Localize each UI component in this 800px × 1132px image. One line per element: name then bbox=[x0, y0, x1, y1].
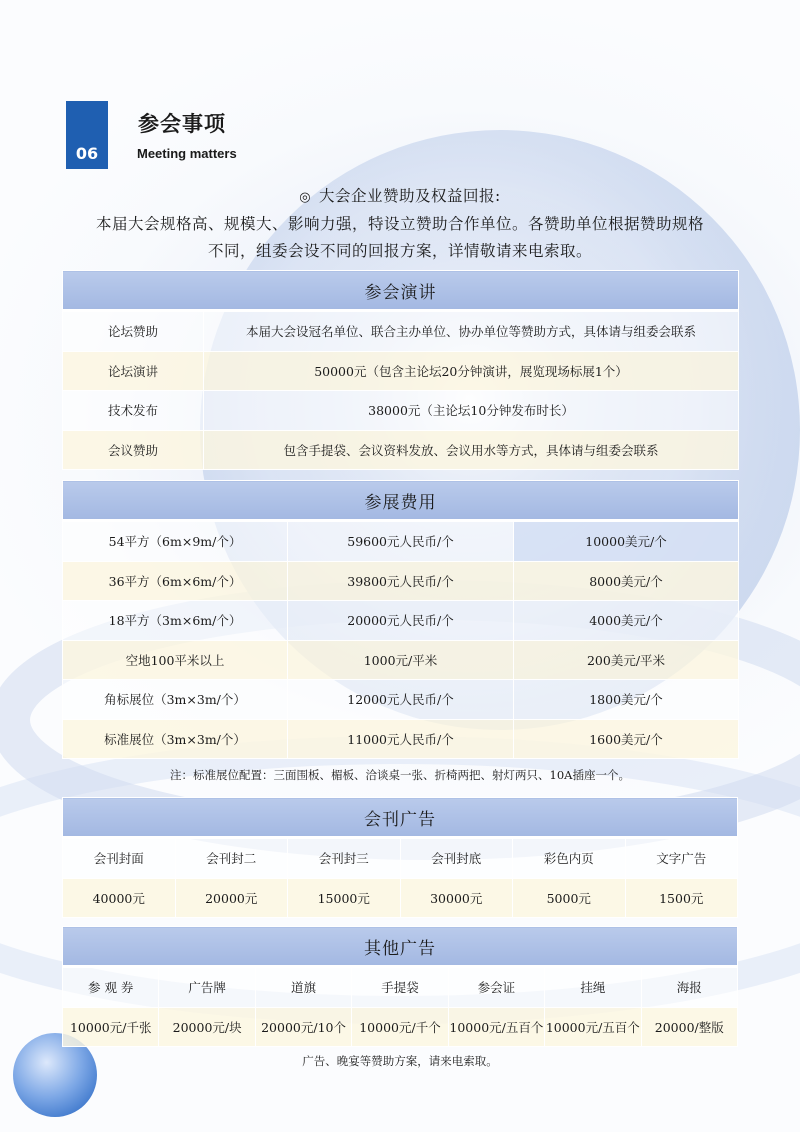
bullet-icon: ◎ bbox=[299, 190, 312, 205]
table-cell: 论坛演讲 bbox=[63, 351, 204, 391]
table-cell: 1800美元/个 bbox=[514, 680, 739, 720]
table-cell: 20000元人民币/个 bbox=[288, 601, 514, 641]
table-cell: 标准展位（3m×3m/个） bbox=[63, 719, 288, 759]
table-cell: 39800元人民币/个 bbox=[288, 561, 514, 601]
table-cell: 20000元/10个 bbox=[255, 1007, 351, 1047]
table-cell: 论坛赞助 bbox=[63, 311, 204, 352]
table-cell: 38000元（主论坛10分钟发布时长） bbox=[204, 391, 739, 431]
table-cell: 18平方（3m×6m/个） bbox=[63, 601, 288, 641]
other-ad-table bbox=[62, 926, 738, 1047]
intro-line: 不同，组委会设不同的回报方案，详情敬请来电索取。 bbox=[207, 242, 592, 260]
table-cell: 本届大会设冠名单位、联合主办单位、协办单位等赞助方式，具体请与组委会联系 bbox=[204, 311, 739, 352]
table-cell: 会刊封三 bbox=[288, 838, 401, 879]
table-row bbox=[63, 1007, 738, 1047]
section-number: 06 bbox=[75, 144, 99, 163]
table-row bbox=[63, 521, 739, 562]
table-header: 其他广告 bbox=[63, 927, 738, 967]
table-cell: 文字广告 bbox=[625, 838, 738, 879]
table-cell: 5000元 bbox=[513, 878, 626, 918]
section-number-badge bbox=[66, 101, 108, 169]
table-cell: 1500元 bbox=[625, 878, 738, 918]
table-header: 会刊广告 bbox=[63, 798, 738, 838]
table-row bbox=[63, 640, 739, 680]
table-row bbox=[63, 601, 739, 641]
speech-table bbox=[62, 270, 739, 470]
table-cell: 参会证 bbox=[448, 967, 544, 1008]
table-cell: 20000/整版 bbox=[641, 1007, 737, 1047]
table-cell: 挂绳 bbox=[545, 967, 641, 1008]
intro-line: 本届大会规格高、规模大、影响力强，特设立赞助合作单位。各赞助单位根据赞助规格 bbox=[95, 215, 704, 233]
table-cell: 道旗 bbox=[255, 967, 351, 1008]
table-cell: 空地100平米以上 bbox=[63, 640, 288, 680]
table-cell: 11000元人民币/个 bbox=[288, 719, 514, 759]
table-header: 参展费用 bbox=[63, 481, 739, 521]
table-cell: 参 观 券 bbox=[63, 967, 159, 1008]
sponsorship-note: 广告、晚宴等赞助方案，请来电索取。 bbox=[302, 1054, 498, 1068]
section-title: 参会事项 bbox=[138, 111, 226, 136]
table-row bbox=[63, 680, 739, 720]
booth-config-note: 注：标准展位配置：三面围板、楣板、洽谈桌一张、折椅两把、射灯两只、10A插座一个。 bbox=[170, 768, 630, 782]
table-cell: 200美元/平米 bbox=[514, 640, 739, 680]
table-row bbox=[63, 878, 738, 918]
exhibit-fee-table bbox=[62, 480, 739, 759]
table-cell: 10000元/五百个 bbox=[448, 1007, 544, 1047]
table-cell: 50000元（包含主论坛20分钟演讲，展览现场标展1个） bbox=[204, 351, 739, 391]
table-row bbox=[63, 311, 739, 352]
table-row bbox=[63, 391, 739, 431]
table-cell: 20000元 bbox=[175, 878, 288, 918]
table-cell: 4000美元/个 bbox=[514, 601, 739, 641]
table-cell: 8000美元/个 bbox=[514, 561, 739, 601]
table-row bbox=[63, 838, 738, 879]
table-cell: 1600美元/个 bbox=[514, 719, 739, 759]
table-cell: 会刊封二 bbox=[175, 838, 288, 879]
table-cell: 30000元 bbox=[400, 878, 513, 918]
table-cell: 59600元人民币/个 bbox=[288, 521, 514, 562]
table-cell: 会议赞助 bbox=[63, 430, 204, 470]
table-cell: 会刊封底 bbox=[400, 838, 513, 879]
table-row bbox=[63, 561, 739, 601]
table-cell: 20000元/块 bbox=[159, 1007, 255, 1047]
table-cell: 12000元人民币/个 bbox=[288, 680, 514, 720]
table-cell: 会刊封面 bbox=[63, 838, 176, 879]
table-cell: 海报 bbox=[641, 967, 737, 1008]
table-row bbox=[63, 719, 739, 759]
table-cell: 10000元/千个 bbox=[352, 1007, 448, 1047]
section-subtitle: Meeting matters bbox=[137, 146, 237, 161]
table-cell: 36平方（6m×6m/个） bbox=[63, 561, 288, 601]
table-cell: 1000元/平米 bbox=[288, 640, 514, 680]
table-header: 参会演讲 bbox=[63, 271, 739, 311]
table-cell: 包含手提袋、会议资料发放、会议用水等方式，具体请与组委会联系 bbox=[204, 430, 739, 470]
table-cell: 40000元 bbox=[63, 878, 176, 918]
table-cell: 10000元/五百个 bbox=[545, 1007, 641, 1047]
table-cell: 15000元 bbox=[288, 878, 401, 918]
table-row bbox=[63, 430, 739, 470]
table-cell: 手提袋 bbox=[352, 967, 448, 1008]
table-cell: 10000元/千张 bbox=[63, 1007, 159, 1047]
intro-text bbox=[60, 183, 740, 265]
journal-ad-table bbox=[62, 797, 738, 918]
intro-heading: 大会企业赞助及权益回报: bbox=[319, 187, 501, 205]
table-row bbox=[63, 351, 739, 391]
table-row bbox=[63, 967, 738, 1008]
table-cell: 广告牌 bbox=[159, 967, 255, 1008]
table-cell: 技术发布 bbox=[63, 391, 204, 431]
table-cell: 10000美元/个 bbox=[514, 521, 739, 562]
table-cell: 角标展位（3m×3m/个） bbox=[63, 680, 288, 720]
table-cell: 54平方（6m×9m/个） bbox=[63, 521, 288, 562]
table-cell: 彩色内页 bbox=[513, 838, 626, 879]
